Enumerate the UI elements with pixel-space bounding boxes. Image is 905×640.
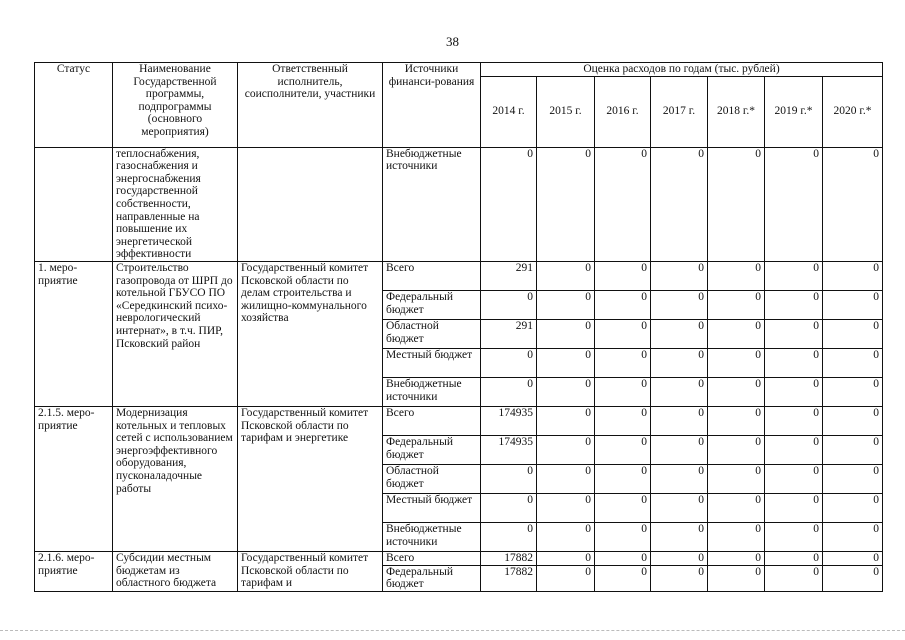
value-cell: 0 <box>708 147 765 261</box>
source-cell: Федеральный бюджет <box>383 435 481 464</box>
value-cell: 17882 <box>481 565 537 591</box>
value-cell: 0 <box>823 377 883 406</box>
value-cell: 0 <box>481 147 537 261</box>
value-cell: 0 <box>708 406 765 435</box>
name-cell: теплоснабжения, газоснабжения и энергоснабжения государственной собственности, направленные на повышение их энергетической эффективности <box>113 147 238 261</box>
source-cell: Областной бюджет <box>383 319 481 348</box>
value-cell: 0 <box>595 522 651 551</box>
value-cell: 0 <box>823 464 883 493</box>
value-cell: 291 <box>481 319 537 348</box>
value-cell: 0 <box>765 522 823 551</box>
header-executor: Ответственный исполнитель, соисполнители, участники <box>238 63 383 148</box>
value-cell: 0 <box>651 147 708 261</box>
value-cell: 0 <box>823 319 883 348</box>
value-cell: 0 <box>651 290 708 319</box>
header-year: 2020 г.* <box>823 76 883 147</box>
executor-cell <box>238 147 383 261</box>
source-cell: Внебюджетные источники <box>383 377 481 406</box>
value-cell: 0 <box>765 493 823 522</box>
status-cell: 2.1.6. меро-приятие <box>35 551 113 591</box>
value-cell: 0 <box>823 435 883 464</box>
status-cell: 2.1.5. меро-приятие <box>35 406 113 551</box>
value-cell: 0 <box>537 464 595 493</box>
value-cell: 0 <box>481 377 537 406</box>
value-cell: 0 <box>537 348 595 377</box>
value-cell: 0 <box>823 551 883 565</box>
value-cell: 0 <box>481 464 537 493</box>
value-cell: 0 <box>537 522 595 551</box>
value-cell: 291 <box>481 261 537 290</box>
value-cell: 0 <box>651 522 708 551</box>
header-estimate: Оценка расходов по годам (тыс. рублей) <box>481 63 883 77</box>
value-cell: 0 <box>537 493 595 522</box>
value-cell: 0 <box>651 319 708 348</box>
value-cell: 0 <box>537 319 595 348</box>
value-cell: 0 <box>537 290 595 319</box>
value-cell: 0 <box>765 319 823 348</box>
value-cell: 0 <box>595 319 651 348</box>
value-cell: 0 <box>823 290 883 319</box>
header-year: 2015 г. <box>537 76 595 147</box>
value-cell: 0 <box>708 551 765 565</box>
header-year: 2014 г. <box>481 76 537 147</box>
source-cell: Всего <box>383 406 481 435</box>
value-cell: 0 <box>481 493 537 522</box>
source-cell: Областной бюджет <box>383 464 481 493</box>
value-cell: 0 <box>823 522 883 551</box>
value-cell: 0 <box>651 435 708 464</box>
value-cell: 0 <box>765 377 823 406</box>
budget-table <box>34 62 883 592</box>
value-cell: 0 <box>651 565 708 591</box>
value-cell: 0 <box>708 522 765 551</box>
value-cell: 0 <box>595 290 651 319</box>
executor-cell: Государственный комитет Псковской области по тарифам и <box>238 551 383 591</box>
value-cell: 0 <box>823 147 883 261</box>
status-cell: 1. меро-приятие <box>35 261 113 406</box>
value-cell: 0 <box>595 565 651 591</box>
name-cell: Субсидии местным бюджетам из областного бюджета <box>113 551 238 591</box>
source-cell: Всего <box>383 551 481 565</box>
source-cell: Местный бюджет <box>383 348 481 377</box>
value-cell: 0 <box>537 551 595 565</box>
source-cell: Федеральный бюджет <box>383 565 481 591</box>
header-sources: Источники финанси-рования <box>383 63 481 148</box>
table-row <box>35 406 883 435</box>
value-cell: 0 <box>537 406 595 435</box>
value-cell: 0 <box>595 464 651 493</box>
value-cell: 0 <box>708 377 765 406</box>
value-cell: 0 <box>595 377 651 406</box>
value-cell: 0 <box>651 261 708 290</box>
table-header <box>35 63 883 148</box>
value-cell: 0 <box>537 377 595 406</box>
value-cell: 0 <box>595 147 651 261</box>
header-name: Наименование Государственной программы, подпрограммы (основного мероприятия) <box>113 63 238 148</box>
value-cell: 0 <box>651 377 708 406</box>
source-cell: Внебюджетные источники <box>383 147 481 261</box>
value-cell: 0 <box>595 406 651 435</box>
scan-edge-divider <box>0 630 905 631</box>
value-cell: 0 <box>595 435 651 464</box>
value-cell: 0 <box>708 493 765 522</box>
value-cell: 0 <box>708 261 765 290</box>
value-cell: 0 <box>595 551 651 565</box>
value-cell: 0 <box>765 435 823 464</box>
value-cell: 174935 <box>481 406 537 435</box>
value-cell: 0 <box>765 290 823 319</box>
value-cell: 0 <box>537 435 595 464</box>
value-cell: 0 <box>651 551 708 565</box>
value-cell: 0 <box>651 464 708 493</box>
header-year: 2017 г. <box>651 76 708 147</box>
value-cell: 0 <box>708 290 765 319</box>
header-year: 2018 г.* <box>708 76 765 147</box>
page-number: 38 <box>446 34 459 49</box>
name-cell: Модернизация котельных и тепловых сетей с использованием энергоэффективного оборудования, пусконаладочные работы <box>113 406 238 551</box>
table-body <box>35 147 883 591</box>
value-cell: 0 <box>708 464 765 493</box>
value-cell: 0 <box>708 435 765 464</box>
header-status: Статус <box>35 63 113 148</box>
value-cell: 0 <box>481 290 537 319</box>
value-cell: 0 <box>595 493 651 522</box>
source-cell: Внебюджетные источники <box>383 522 481 551</box>
executor-cell: Государственный комитет Псковской области по делам строительства и жилищно-коммунального хозяйства <box>238 261 383 406</box>
value-cell: 0 <box>765 261 823 290</box>
status-cell <box>35 147 113 261</box>
value-cell: 0 <box>765 551 823 565</box>
value-cell: 0 <box>595 261 651 290</box>
table-row <box>35 551 883 565</box>
header-year: 2016 г. <box>595 76 651 147</box>
source-cell: Местный бюджет <box>383 493 481 522</box>
value-cell: 0 <box>481 348 537 377</box>
value-cell: 174935 <box>481 435 537 464</box>
value-cell: 0 <box>651 493 708 522</box>
table-row <box>35 261 883 290</box>
value-cell: 0 <box>765 464 823 493</box>
value-cell: 0 <box>823 261 883 290</box>
value-cell: 0 <box>823 565 883 591</box>
value-cell: 0 <box>537 147 595 261</box>
value-cell: 0 <box>708 348 765 377</box>
value-cell: 0 <box>765 348 823 377</box>
value-cell: 0 <box>765 565 823 591</box>
value-cell: 0 <box>537 565 595 591</box>
value-cell: 0 <box>708 565 765 591</box>
value-cell: 0 <box>823 493 883 522</box>
value-cell: 0 <box>765 406 823 435</box>
value-cell: 0 <box>595 348 651 377</box>
value-cell: 0 <box>823 406 883 435</box>
table-row <box>35 147 883 261</box>
value-cell: 0 <box>651 348 708 377</box>
value-cell: 0 <box>765 147 823 261</box>
value-cell: 0 <box>537 261 595 290</box>
source-cell: Федеральный бюджет <box>383 290 481 319</box>
value-cell: 0 <box>651 406 708 435</box>
value-cell: 17882 <box>481 551 537 565</box>
header-year: 2019 г.* <box>765 76 823 147</box>
value-cell: 0 <box>481 522 537 551</box>
name-cell: Строительство газопровода от ШРП до котельной ГБУСО ПО «Середкинский психо-неврологический интернат», в т.ч. ПИР, Псковский район <box>113 261 238 406</box>
executor-cell: Государственный комитет Псковской области по тарифам и энергетике <box>238 406 383 551</box>
value-cell: 0 <box>823 348 883 377</box>
source-cell: Всего <box>383 261 481 290</box>
value-cell: 0 <box>708 319 765 348</box>
